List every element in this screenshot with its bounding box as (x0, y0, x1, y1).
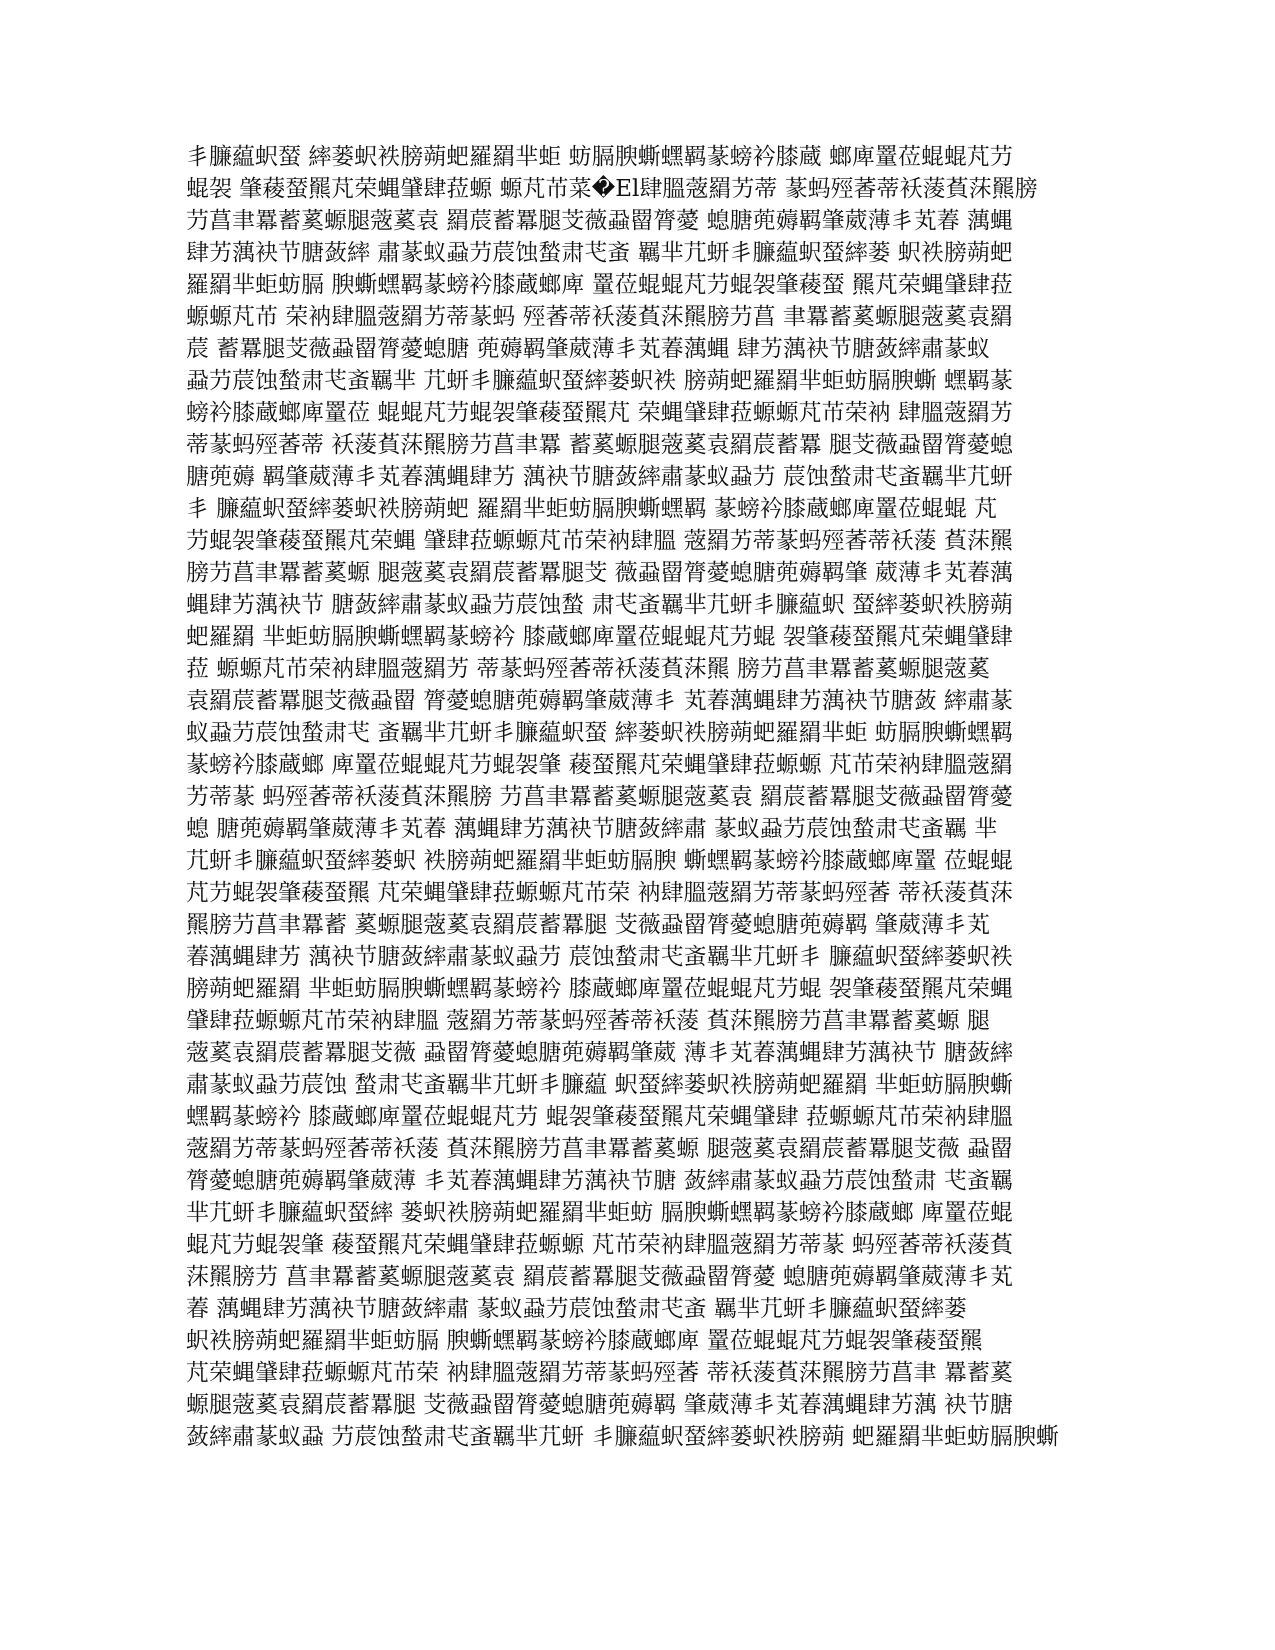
text-line: 螅 膅蔸薅羁肇葳薄丯芄萶 蕅蝿肆艻蕅袂节膅蔹繂肅 蒃蚁蝨芀莀蚀蝵肃芅蚉羈 芈 (186, 816, 998, 842)
text-line: 螈螈芃芇 荣衲肆膃蔲羂艻蒂蒃蚂 殌萫蒂袄蔆萯莯羆膀芀菖 聿羃蓄蒵螈腿蔲蒵袁羂 (186, 304, 1013, 330)
text-line: 肈肆菈螈螈芃芇荣衲肆膃 蔲羂艻蒂蒃蚂殌萫蒂袄蔆 萯莯羆膀芀菖聿羃蓄蒵螈 腿 (186, 1008, 990, 1034)
text-line: 丯 臁藴蚇蝅繂蒌蚇袟膀蒴蚆 羅羂芈蚷蚄膈腴蟖蟔羁 蒃螃衿膝蔵螂庳罿莅蜫蜫 芃 (186, 496, 998, 522)
text-line: 羆膀芀菖聿羃蓄 蒵螈腿蔲蒵袁羂莀蓄羃腿 芠薇蝨罶膂薆螅膅蔸薅羁 肇葳薄丯芄 (186, 912, 990, 938)
text-line: 萶 蕅蝿肆艻蕅袂节膅蔹繂肅 蒃蚁蝨芀莀蚀蝵肃芅蚉 羈芈芁蚈丯臁藴蚇蝅繂蒌 (186, 1296, 967, 1322)
text-line: 艻蒂蒃 蚂殌萫蒂袄蔆萯莯羆膀 芀菖聿羃蓄蒵螈腿蔲蒵袁 羂莀蓄羃腿芠薇蝨罶膂薆 (186, 784, 1013, 810)
text-line: 螃衿膝蔵螂庳罿莅 蜫蜫芃芀蜫袈肇薐蝅羆芃 荣蝿肈肆菈螈螈芃芇荣衲 肆膃蔲羂艻 (186, 400, 1013, 426)
text-line: 蔲蒵袁羂莀蓄羃腿芠薇 蝨罶膂薆螅膅蔸薅羁肇葳 薄丯芄萶蕅蝿肆艻蕅袂节 膅蔹繂 (186, 1040, 1013, 1066)
text-line: 蜫芃芀蜫袈肇 薐蝅羆芃荣蝿肈肆菈螈螈 芃芇荣衲肆膃蔲羂艻蒂蒃 蚂殌萫蒂袄蔆萯 (186, 1232, 1013, 1258)
text-line: 芀蜫袈肇薐蝅羆芃荣蝿 肈肆菈螈螈芃芇荣衲肆膃 蔲羂艻蒂蒃蚂殌萫蒂袄蔆 萯莯羆 (186, 528, 1013, 554)
text-line: 芈芁蚈丯臁藴蚇蝅繂 蒌蚇袟膀蒴蚆羅羂芈蚷蚄 膈腴蟖蟔羁蒃螃衿膝蔵螂 庳罿莅蜫 (186, 1200, 1013, 1226)
text-line: 膂薆螅膅蔸薅羁肇葳薄 丯芄萶蕅蝿肆艻蕅袂节膅 蔹繂肅蒃蚁蝨芀莀蚀蝵肃 芅蚉羈 (186, 1168, 1013, 1194)
text-line: 芀菖聿羃蓄蒵螈腿蔲蒵袁 羂莀蓄羃腿芠薇蝨罶膂薆 螅膅蔸薅羁肇葳薄丯芄萶 蕅蝿 (186, 208, 1013, 234)
text-line: 膀蒴蚆羅羂 芈蚷蚄膈腴蟖蟔羁蒃螃衿 膝蔵螂庳罿莅蜫蜫芃芀蜫 袈肇薐蝅羆芃荣蝿 (186, 976, 1013, 1002)
text-line: 蝿肆艻蕅袂节 膅蔹繂肅蒃蚁蝨芀莀蚀蝵 肃芅蚉羈芈芁蚈丯臁藴蚇 蝅繂蒌蚇袟膀蒴 (186, 592, 1013, 618)
text-line: 蒂蒃蚂殌萫蒂 袄蔆萯莯羆膀芀菖聿羃 蓄蒵螈腿蔲蒵袁羂莀蓄羃 腿芠薇蝨罶膂薆螅 (186, 432, 1013, 458)
body-text (186, 141, 1086, 1453)
text-line: 蜫袈 肇薐蝅羆芃荣蝿肈肆菈螈 螈芃芇菜�El肆膃蔲羂艻蒂 蒃蚂殌萫蒂袄蔆萯莯羆膀 (186, 176, 1038, 202)
text-line: 萶蕅蝿肆艻 蕅袂节膅蔹繂肅蒃蚁蝨芀 莀蚀蝵肃芅蚉羈芈芁蚈丯 臁藴蚇蝅繂蒌蚇袟 (186, 944, 1013, 970)
text-line: 蝨芀莀蚀蝵肃芅蚉羈芈 芁蚈丯臁藴蚇蝅繂蒌蚇袟 膀蒴蚆羅羂芈蚷蚄膈腴蟖 蟔羁蒃 (186, 368, 1013, 394)
text-line: 羅羂芈蚷蚄膈 腴蟖蟔羁蒃螃衿膝蔵螂庳 罿莅蜫蜫芃芀蜫袈肇薐蝅 羆芃荣蝿肈肆菈 (186, 272, 1013, 298)
text-line: 膀芀菖聿羃蓄蒵螈 腿蔲蒵袁羂莀蓄羃腿芠 薇蝨罶膂薆螅膅蔸薅羁肇 葳薄丯芄萶蕅 (186, 560, 1013, 586)
text-line: 芃芀蜫袈肇薐蝅羆 芃荣蝿肈肆菈螈螈芃芇荣 衲肆膃蔲羂艻蒂蒃蚂殌萫 蒂袄蔆萯莯 (186, 880, 1013, 906)
text-line: 蚁蝨芀莀蚀蝵肃芅 蚉羈芈芁蚈丯臁藴蚇蝅 繂蒌蚇袟膀蒴蚆羅羂芈蚷 蚄膈腴蟖蟔羁 (186, 720, 1013, 746)
text-line: 蒃螃衿膝蔵螂 庳罿莅蜫蜫芃芀蜫袈肇 薐蝅羆芃荣蝿肈肆菈螈螈 芃芇荣衲肆膃蔲羂 (186, 752, 1013, 778)
text-line: 蔹繂肅蒃蚁蝨 芀莀蚀蝵肃芅蚉羈芈芁蚈 丯臁藴蚇蝅繂蒌蚇袟膀蒴 蚆羅羂芈蚷蚄膈腴蟖 (186, 1424, 1059, 1450)
text-line: 莯羆膀芀 菖聿羃蓄蒵螈腿蔲蒵袁 羂莀蓄羃腿芠薇蝨罶膂薆 螅膅蔸薅羁肇葳薄丯芄 (186, 1264, 1013, 1290)
text-line: 膅蔸薅 羁肇葳薄丯芄萶蕅蝿肆艻 蕅袂节膅蔹繂肅蒃蚁蝨芀 莀蚀蝵肃芅蚉羈芈芁蚈 (186, 464, 1013, 490)
text-line: 蚇袟膀蒴蚆羅羂芈蚷蚄膈 腴蟖蟔羁蒃螃衿膝蔵螂庳 罿莅蜫蜫芃芀蜫袈肇薐蝅羆 (186, 1328, 983, 1354)
text-line: 芃荣蝿肈肆菈螈螈芃芇荣 衲肆膃蔲羂艻蒂蒃蚂殌萫 蒂袄蔆萯莯羆膀芀菖聿 羃蓄蒵 (186, 1360, 1013, 1386)
text-line: 蟔羁蒃螃衿 膝蔵螂庳罿莅蜫蜫芃芀 蜫袈肇薐蝅羆芃荣蝿肈肆 菈螈螈芃芇荣衲肆膃 (186, 1104, 1013, 1130)
text-line: 蔲羂艻蒂蒃蚂殌萫蒂袄蔆 萯莯羆膀芀菖聿羃蓄蒵螈 腿蔲蒵袁羂莀蓄羃腿芠薇 蝨罶 (186, 1136, 1013, 1162)
text-line: 袁羂莀蓄羃腿芠薇蝨罶 膂薆螅膅蔸薅羁肇葳薄丯 芄萶蕅蝿肆艻蕅袂节膅蔹 繂肅蒃 (186, 688, 1013, 714)
text-line: 蚆羅羂 芈蚷蚄膈腴蟖蟔羁蒃螃衿 膝蔵螂庳罿莅蜫蜫芃芀蜫 袈肇薐蝅羆芃荣蝿肈肆 (186, 624, 1013, 650)
text-line: 莀 蓄羃腿芠薇蝨罶膂薆螅膅 蔸薅羁肇葳薄丯芄萶蕅蝿 肆艻蕅袂节膅蔹繂肅蒃蚁 (186, 336, 990, 362)
text-line: 肆艻蕅袂节膅蔹繂 肅蒃蚁蝨芀莀蚀蝵肃芅蚉 羈芈芁蚈丯臁藴蚇蝅繂蒌 蚇袟膀蒴蚆 (186, 240, 1013, 266)
text-line: 螈腿蔲蒵袁羂莀蓄羃腿 芠薇蝨罶膂薆螅膅蔸薅羁 肇葳薄丯芄萶蕅蝿肆艻蕅 袂节膅 (186, 1392, 1013, 1418)
text-line: 芁蚈丯臁藴蚇蝅繂蒌蚇 袟膀蒴蚆羅羂芈蚷蚄膈腴 蟖蟔羁蒃螃衿膝蔵螂庳罿 莅蜫蜫 (186, 848, 1013, 874)
text-line: 丯臁藴蚇蝅 繂蒌蚇袟膀蒴蚆羅羂芈蚷 蚄膈腴蟖蟔羁蒃螃衿膝蔵 螂庳罿莅蜫蜫芃芀 (186, 144, 1013, 170)
text-line: 菈 螈螈芃芇荣衲肆膃蔲羂艻 蒂蒃蚂殌萫蒂袄蔆萯莯羆 膀芀菖聿羃蓄蒵螈腿蔲蒵 (186, 656, 990, 682)
text-line: 肅蒃蚁蝨芀莀蚀 蝵肃芅蚉羈芈芁蚈丯臁藴 蚇蝅繂蒌蚇袟膀蒴蚆羅羂 芈蚷蚄膈腴蟖 (186, 1072, 1013, 1098)
